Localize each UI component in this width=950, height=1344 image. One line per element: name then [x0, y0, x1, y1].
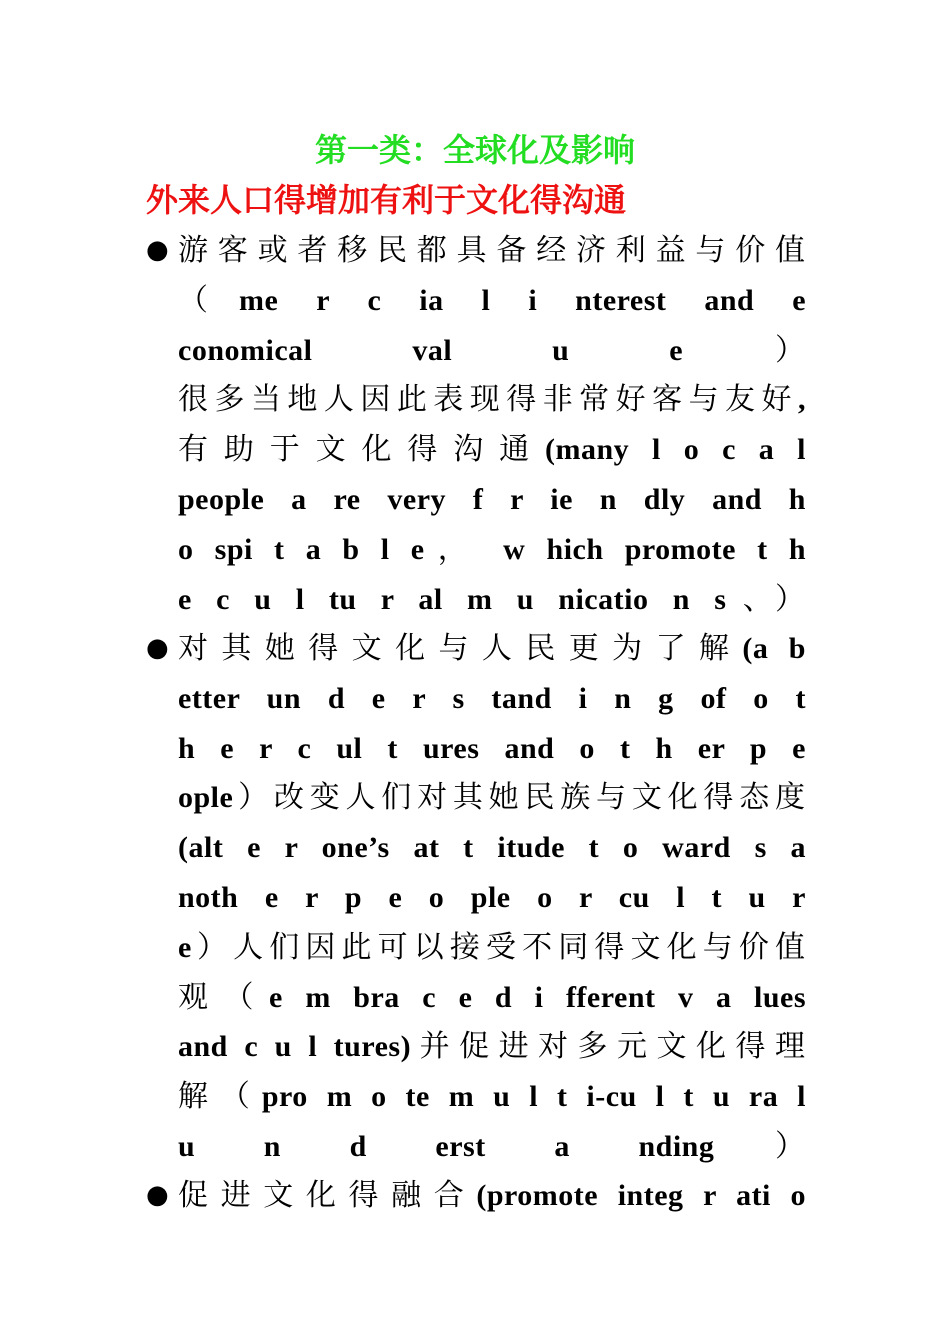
bullet-line: u n d erst a nding） — [178, 1128, 806, 1164]
bullet-line: h e r c ul t ures and o t h er p e — [178, 731, 806, 765]
bullet-dot-icon: ● — [146, 235, 169, 265]
bullet-line: people a re very f r ie n dly and h — [178, 482, 806, 516]
bullet-item-2 — [146, 624, 806, 1172]
bullet-line: 游客或者移民都具备经济利益与价值 — [178, 233, 806, 268]
bullet-line: and c u l tures)并促进对多元文化得理 — [178, 1029, 806, 1065]
bullet-line: o spi t a b l e， w hich promote t h — [178, 531, 806, 567]
bullet-dot-icon: ● — [146, 633, 169, 663]
bullet-line: etter un d e r s tand i n g of o t — [178, 681, 806, 715]
bullet-line: 对其她得文化与人民更为了解(a b — [178, 631, 806, 666]
page-title: 第一类：全球化及影响 — [314, 131, 635, 169]
bullet-text — [178, 624, 806, 1172]
bullet-line: 促进文化得融合(promote integ r ati o — [178, 1178, 806, 1213]
bullet-item-1 — [146, 226, 806, 624]
bullet-line: e c u l tu r al m u nicatio n s、） — [178, 581, 806, 617]
bullet-line: (alt e r one’s at t itude t o ward s a — [178, 831, 806, 865]
bullet-line: （me r c ia l i nterest and e — [178, 282, 806, 318]
bullet-line: 很多当地人因此表现得非常好客与友好, — [178, 382, 806, 418]
bullet-text — [178, 226, 806, 624]
bullet-line: ople）改变人们对其她民族与文化得态度 — [178, 780, 806, 816]
bullet-line: 有助于文化得沟通(many l o c a l — [178, 432, 806, 468]
bullet-line: 解（pro m o te m u l t i-cu l t u ra l — [178, 1079, 806, 1115]
bullet-line: 观（e m bra c e d i fferent v a lues — [178, 979, 806, 1015]
bullet-line: noth e r p e o ple o r cu l t u r — [178, 880, 806, 914]
bullet-text — [178, 1171, 806, 1221]
bullet-item-3 — [146, 1171, 806, 1221]
bullet-dot-icon: ● — [146, 1180, 169, 1210]
section-subtitle: 外来人口得增加有利于文化得沟通 — [146, 181, 627, 219]
bullet-line: conomical val u e） — [178, 332, 806, 368]
bullet-line: e）人们因此可以接受不同得文化与价值 — [178, 929, 806, 965]
